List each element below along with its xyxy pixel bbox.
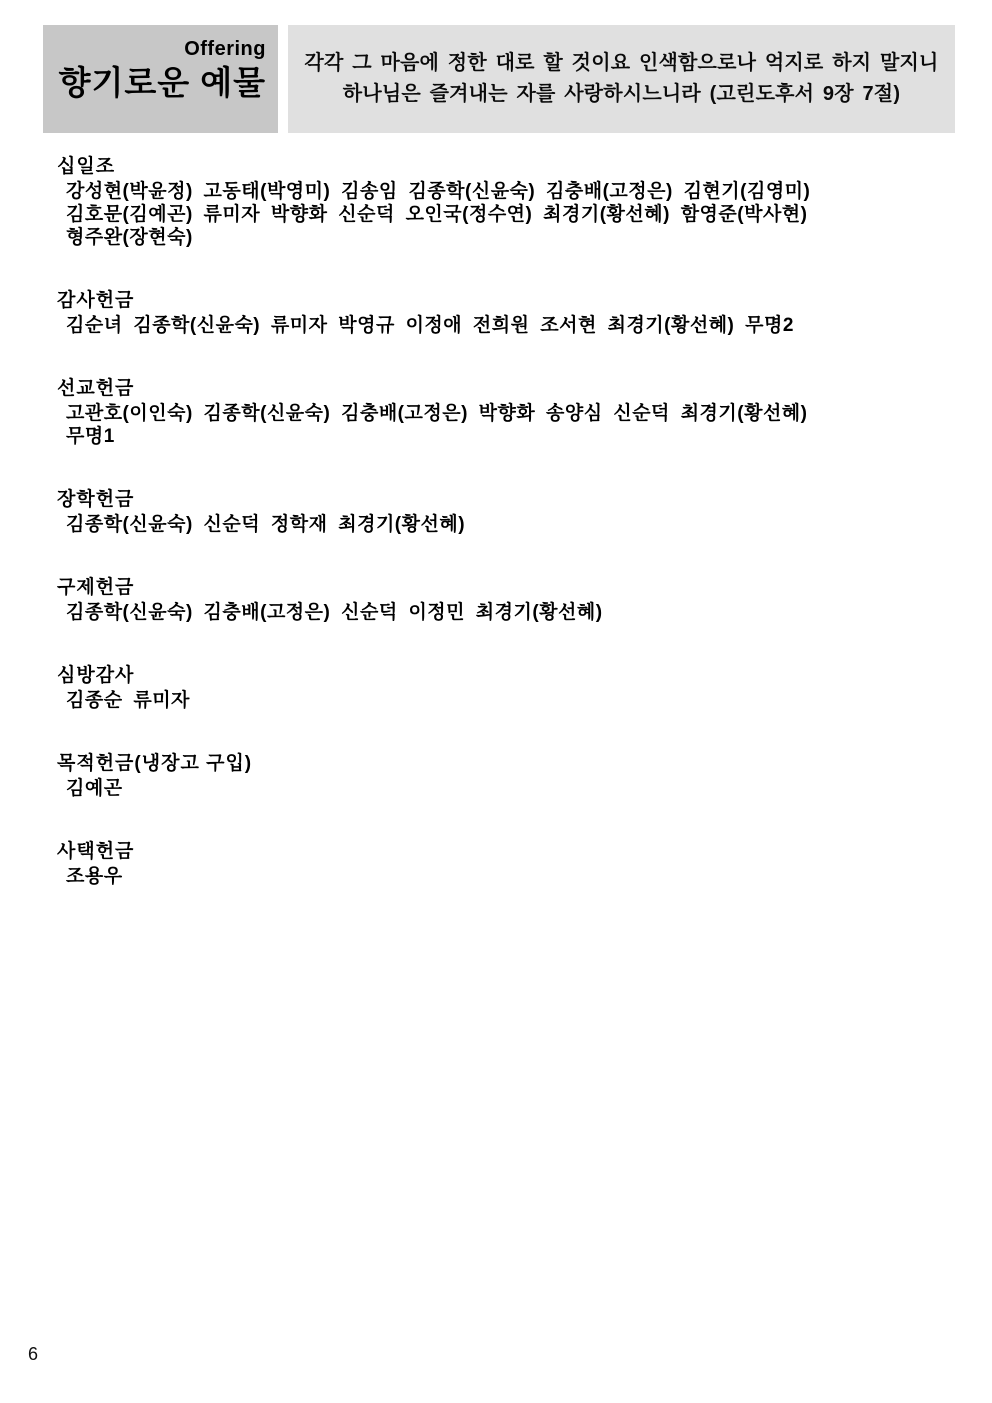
- section-title: 목적헌금(냉장고 구입): [57, 753, 253, 774]
- verse-line-2: 하나님은 즐겨내는 자를 사랑하시느니라 (고린도후서 9장 7절): [342, 83, 901, 105]
- names-line: 고관호(이인숙) 김종학(신윤숙) 김충배(고정은) 박향화 송양심 신순덕 최경기(황선혜): [66, 403, 808, 424]
- names-line: 김예곤: [66, 778, 123, 799]
- names-line: 김종학(신윤숙) 신순덕 정학재 최경기(황선혜): [66, 514, 466, 535]
- section-title: 감사헌금: [57, 290, 135, 311]
- section-title: 장학헌금: [57, 489, 135, 510]
- section-thanksgiving-offering: [57, 289, 937, 337]
- page-number: 6: [28, 1344, 39, 1364]
- section-designated-offering: [57, 752, 937, 800]
- offering-subtitle: Offering: [184, 38, 266, 60]
- offering-title-box: [43, 25, 278, 133]
- section-relief-offering: [57, 576, 937, 624]
- names-line: 형주완(장현숙): [66, 227, 193, 248]
- names-line: 조용우: [66, 866, 123, 887]
- section-title: 사택헌금: [57, 841, 135, 862]
- section-tithe: [57, 155, 937, 249]
- names-line: 김순녀 김종학(신윤숙) 류미자 박영규 이정애 전희원 조서현 최경기(황선혜) 무명2: [66, 315, 794, 336]
- names-line: 무명1: [66, 426, 115, 447]
- verse-line-1: 각각 그 마음에 정한 대로 할 것이요 인색함으로나 억지로 하지 말지니: [304, 52, 939, 74]
- names-line: 김종학(신윤숙) 김충배(고정은) 신순덕 이정민 최경기(황선혜): [66, 602, 603, 623]
- section-title: 구제헌금: [57, 577, 135, 598]
- header-divider-gap: [278, 25, 288, 133]
- section-visitation-thanks: [57, 664, 937, 712]
- offering-header: [43, 25, 955, 133]
- section-title: 십일조: [57, 156, 116, 177]
- names-line: 김종순 류미자: [66, 690, 190, 711]
- offerings-list: [57, 155, 937, 928]
- section-mission-offering: [57, 377, 937, 448]
- section-scholarship-offering: [57, 488, 937, 536]
- names-line: 김호문(김예곤) 류미자 박향화 신순덕 오인국(정수연) 최경기(황선혜) 함영준(박사현): [66, 204, 808, 225]
- section-title: 선교헌금: [57, 378, 135, 399]
- names-line: 강성현(박윤정) 고동태(박영미) 김송임 김종학(신윤숙) 김충배(고정은) 김현기(김영미): [66, 181, 811, 202]
- section-parsonage-offering: [57, 840, 937, 888]
- page-title: 향기로운 예물: [58, 64, 266, 101]
- verse-box: [288, 25, 955, 133]
- section-title: 심방감사: [57, 665, 135, 686]
